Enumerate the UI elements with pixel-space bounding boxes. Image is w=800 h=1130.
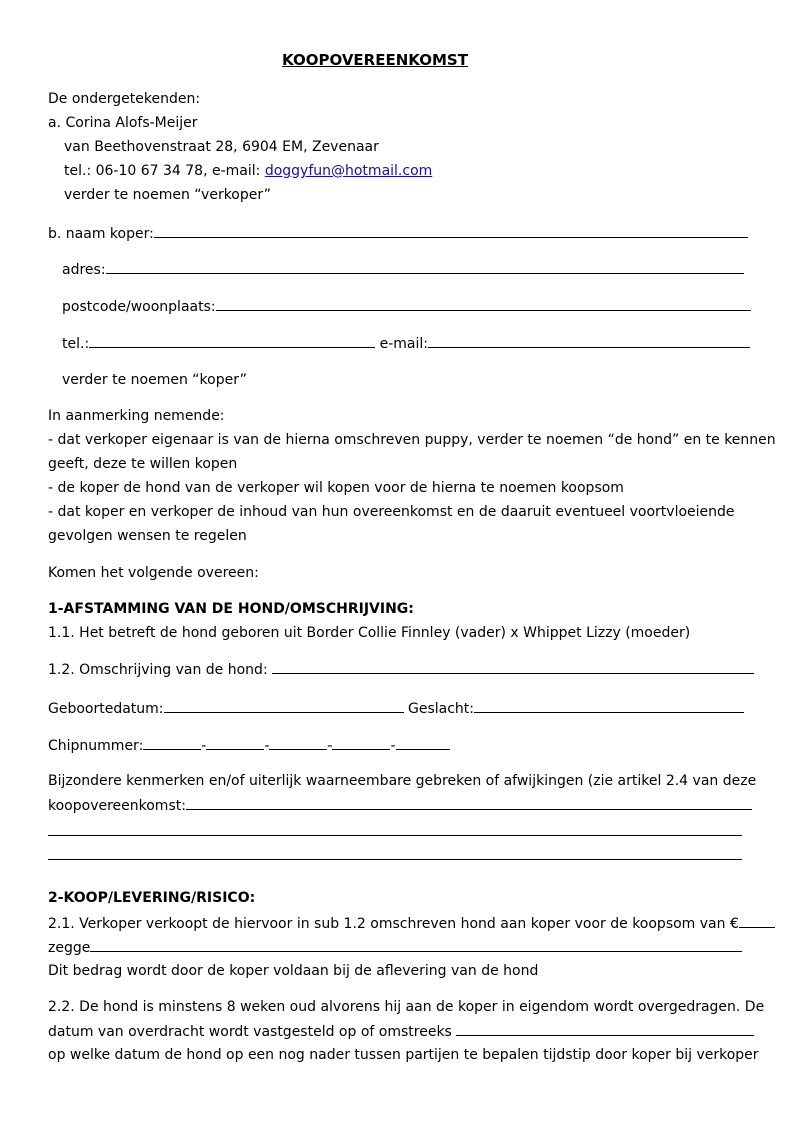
- buyer-postcode-field[interactable]: [216, 297, 751, 311]
- chip-field-1[interactable]: [143, 736, 201, 750]
- chip-label: Chipnummer:: [48, 738, 144, 754]
- price-field[interactable]: [739, 914, 775, 928]
- dog-description-label: 1.2. Omschrijving van de hond:: [48, 662, 273, 678]
- considering-heading: In aanmerking nemende:: [48, 408, 225, 424]
- buyer-name-field[interactable]: [154, 224, 748, 238]
- section-2-2-line-1: 2.2. De hond is minstens 8 weken oud alvorens hij aan de koper in eigendom wordt overgedragen. De: [48, 999, 765, 1015]
- chip-field-3[interactable]: [269, 736, 327, 750]
- dog-description-field[interactable]: [272, 660, 754, 674]
- buyer-address-label: adres:: [62, 262, 106, 278]
- section-2-1-text: 2.1. Verkoper verkoopt de hiervoor in sub 1.2 omschreven hond aan koper voor de koopsom van €: [48, 916, 739, 932]
- price-in-words-field[interactable]: [90, 938, 742, 952]
- seller-alias: verder te noemen “verkoper”: [64, 187, 271, 203]
- chip-field-5[interactable]: [396, 736, 450, 750]
- birth-gender-row: [48, 699, 744, 718]
- features-label: koopovereenkomst:: [48, 798, 186, 814]
- seller-phone: tel.: 06-10 67 34 78, e-mail:: [64, 163, 265, 179]
- buyer-phone-label: tel.:: [62, 336, 90, 352]
- birthdate-field[interactable]: [164, 699, 404, 713]
- seller-contact: [64, 162, 432, 180]
- zegge-row: [48, 938, 742, 957]
- chip-separator: -: [390, 738, 396, 754]
- agree-text: Komen het volgende overeen:: [48, 565, 259, 581]
- transfer-date-label: datum van overdracht wordt vastgesteld op of omstreeks: [48, 1024, 457, 1040]
- gender-field[interactable]: [474, 699, 744, 713]
- section-2-1-payment: Dit bedrag wordt door de koper voldaan bij de aflevering van de hond: [48, 963, 539, 979]
- section-2-heading: 2-KOOP/LEVERING/RISICO:: [48, 890, 256, 906]
- birthdate-label: Geboortedatum:: [48, 701, 164, 717]
- buyer-phone-field[interactable]: [89, 334, 375, 348]
- considering-line-3: - de koper de hond van de verkoper wil kopen voor de hierna te noemen koopsom: [48, 480, 624, 496]
- features-line-1: Bijzondere kenmerken en/of uiterlijk waarneembare gebreken of afwijkingen (zie artikel 2.4 van deze: [48, 773, 757, 789]
- seller-name: a. Corina Alofs-Meijer: [48, 115, 198, 131]
- considering-line-5: gevolgen wensen te regelen: [48, 528, 247, 544]
- considering-line-4: - dat koper en verkoper de inhoud van hun overeenkomst en de daaruit eventueel voortvloeiende: [48, 504, 735, 520]
- features-field-line-3[interactable]: [48, 858, 742, 860]
- chip-separator: -: [327, 738, 333, 754]
- section-1-1: 1.1. Het betreft de hond geboren uit Border Collie Finnley (vader) x Whippet Lizzy (moeder): [48, 625, 691, 641]
- dog-description-row: [48, 660, 754, 679]
- chip-separator: -: [201, 738, 207, 754]
- considering-line-2: geeft, deze te willen kopen: [48, 456, 238, 472]
- buyer-alias: verder te noemen “koper”: [62, 372, 247, 388]
- section-2-2-row: [48, 1022, 754, 1041]
- buyer-contact-row: [62, 334, 750, 353]
- buyer-postcode-label: postcode/woonplaats:: [62, 299, 216, 315]
- zegge-label: zegge: [48, 940, 91, 956]
- chip-separator: -: [264, 738, 270, 754]
- features-row: [48, 796, 752, 815]
- buyer-email-field[interactable]: [428, 334, 750, 348]
- seller-address: van Beethovenstraat 28, 6904 EM, Zevenaar: [64, 139, 379, 155]
- features-field-line-2[interactable]: [48, 834, 742, 836]
- transfer-date-field[interactable]: [456, 1022, 754, 1036]
- gender-label: Geslacht:: [403, 701, 474, 717]
- chip-field-4[interactable]: [332, 736, 390, 750]
- features-field[interactable]: [186, 796, 752, 810]
- buyer-postcode-row: [62, 297, 751, 316]
- chip-field-2[interactable]: [206, 736, 264, 750]
- buyer-email-label: e-mail:: [379, 336, 429, 352]
- buyer-address-field[interactable]: [106, 260, 744, 274]
- chip-row: [48, 736, 450, 755]
- undersigned-heading: De ondergetekenden:: [48, 91, 201, 107]
- buyer-name-label: b. naam koper:: [48, 226, 154, 242]
- section-2-2-line-3: op welke datum de hond op een nog nader tussen partijen te bepalen tijdstip door koper bij verkoper: [48, 1047, 759, 1063]
- section-2-1-row: [48, 914, 775, 933]
- page-title: KOOPOVEREENKOMST: [282, 51, 468, 69]
- buyer-address-row: [62, 260, 744, 279]
- considering-line-1: - dat verkoper eigenaar is van de hierna omschreven puppy, verder te noemen “de hond” en te kennen: [48, 432, 776, 448]
- seller-email-link[interactable]: doggyfun@hotmail.com: [264, 163, 433, 179]
- section-1-heading: 1-AFSTAMMING VAN DE HOND/OMSCHRIJVING:: [48, 601, 414, 617]
- buyer-name-row: [48, 224, 748, 243]
